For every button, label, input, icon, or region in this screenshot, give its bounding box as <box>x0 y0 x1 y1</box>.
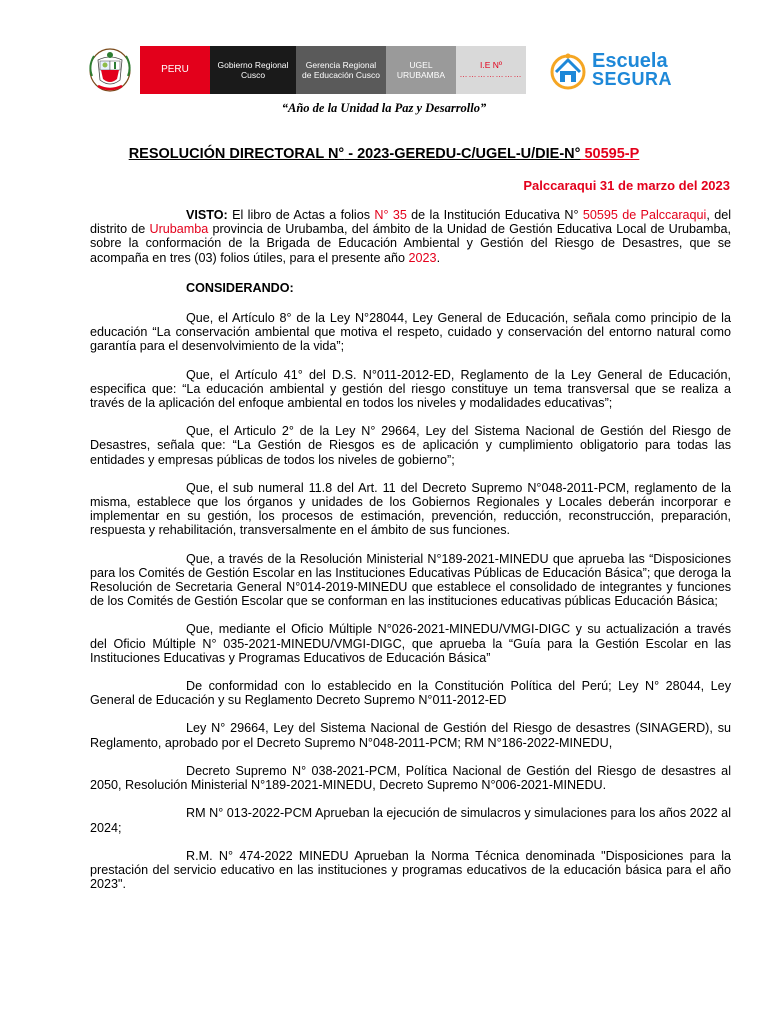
resolution-prefix: RESOLUCIÓN DIRECTORAL N° <box>128 146 345 162</box>
visto-school: 50595 de Palccaraqui <box>582 208 707 222</box>
visto-text-2: de la Institución Educativa N° <box>406 208 583 222</box>
paragraph-ds-038: Decreto Supremo N° 038-2021-PCM, Política Nacional de Gestión del Riesgo de desastres al 2050, Resolución Ministerial N°189-2021-MINEDU, Decreto Supremo N°006-2021-MINEDU. <box>90 763 731 793</box>
place-date: Palccaraqui 31 de marzo del 2023 <box>523 178 730 193</box>
document-body <box>90 208 731 891</box>
paragraph-conformidad: De conformidad con lo establecido en la Constitución Política del Perú; Ley N° 28044, Ley General de Educación y su Reglamento Decreto Supremo N°011-2012-ED <box>90 679 731 708</box>
school-shield-icon <box>546 50 590 90</box>
ie-dots: ………………… <box>459 70 523 79</box>
logo-segura-text: SEGURA <box>592 69 673 89</box>
visto-district: Urubamba <box>149 222 209 237</box>
resolution-middle: - 2023-GEREDU-C/UGEL-U/DIE-N° <box>344 146 581 162</box>
paragraph-ley-29664: Que, el Articulo 2° de la Ley N° 29664, Ley del Sistema Nacional de Gestión del Riesgo de Desastres, señala que: “La Gestión de Riesgos es de aplicación y cumplimiento obligatorio para todas las entidades y empresas públicas de todos los niveles de gobierno”; <box>90 424 731 467</box>
paragraph-sinagerd: Ley N° 29664, Ley del Sistema Nacional de Gestión del Riesgo de desastres (SINAGERD), su Reglamento, aprobado por el Decreto Supremo N°048-2011-PCM; RM N°186-2022-MINEDU, <box>90 721 731 750</box>
paragraph-rm-013: RM N° 013-2022-PCM Aprueban la ejecución de simulacros y simulaciones para los años 2022 al 2024; <box>90 806 731 835</box>
resolution-number: 50595-P <box>580 146 640 162</box>
paragraph-articulo-41: Que, el Artículo 41° del D.S. N°011-2012-ED, Reglamento de la Ley General de Educación, especifica que: “La educación ambiental y gestión del riesgo constituye un tema transversal que se realiza a través de la aplicación del enfoque ambiental en todos los niveles y modalidades educativas”; <box>90 367 731 411</box>
ie-number-box <box>456 46 526 94</box>
year-motto: “Año de la Unidad la Paz y Desarrollo” <box>281 101 487 115</box>
visto-text-3: , del distrito de <box>90 208 732 237</box>
paragraph-rm-189: Que, a través de la Resolución Ministerial N°189-2021-MINEDU que aprueba las “Disposiciones para los Comités de Gestión Escolar en las Instituciones Educativas Públicas de Educación Básica”; que deroga la Resolución de Secretaria General N°014-2019-MINEDU que establece el consolidado de integrantes y funciones de los Comités de Gestión Escolar que se conforman en las instituciones educativas públicas Educación Básica; <box>90 551 731 609</box>
considerando-heading: CONSIDERANDO: <box>186 280 294 295</box>
paragraph-rm-474: R.M. N° 474-2022 MINEDU Aprueban la Norma Técnica denominada "Disposiciones para la prestación del servicio educativo en las instituciones y programas educativos de la educación básica para el año 2023". <box>90 848 731 892</box>
gerencia-regional-label: Gerencia Regional de Educación Cusco <box>296 46 386 94</box>
visto-label: VISTO: <box>186 208 228 222</box>
gobierno-regional-label: Gobierno Regional Cusco <box>210 46 296 94</box>
paragraph-articulo-8: Que, el Artículo 8° de la Ley N°28044, Ley General de Educación, señala como principio de la educación “La conservación ambiental que motiva el respeto, cuidado y conservación del entorno natural como garantía para el desenvolvimiento de la vida”; <box>90 311 731 354</box>
ugel-label: UGEL URUBAMBA <box>386 46 456 94</box>
visto-folio: N° 35 <box>374 208 407 222</box>
paragraph-sub-numeral: Que, el sub numeral 11.8 del Art. 11 del Decreto Supremo N°048-2011-PCM, reglamento de la misma, establece que los órganos y unidades de los Gobiernos Regionales y Locales deberán incorporar e implementar en su gestión, los procesos de estimación, prevención, reducción, reconstrucción, preparación, respuesta y rehabilitación, transversalmente en el ámbito de sus funciones. <box>90 480 731 538</box>
visto-text-1: El libro de Actas a folios <box>227 208 375 222</box>
logo-escuela-text: Escuela <box>592 50 668 72</box>
paragraph-oficio-multiple: Que, mediante el Oficio Múltiple N°026-2021-MINEDU/VMGI-DIGC y su actualización a través del Oficio Múltiple N° 035-2021-MINEDU/VMGI-DIGC, que aprueba la “Guía para la Gestión Escolar en las Instituciones Educativas y Programas Educativos de Educación Básica” <box>90 622 731 665</box>
visto-text-5: . <box>436 250 441 265</box>
peru-coat-of-arms-icon <box>84 46 136 94</box>
header-banner <box>84 46 672 94</box>
ie-label: I.E Nº <box>480 60 502 70</box>
visto-year: 2023 <box>408 250 437 265</box>
visto-paragraph <box>90 208 731 265</box>
resolution-title <box>0 146 768 162</box>
escuela-segura-logo <box>546 46 672 94</box>
peru-label: PERU <box>140 46 210 94</box>
visto-text-4: provincia de Urubamba, del ámbito de la Unidad de Gestión Educativa Local de Urubamba, sobre la conformación de la Brigada de Educación Ambiental y Gestión del Riesgo de Desastres, que se acompaña en tres (03) folios útiles, para el presente año <box>90 222 731 265</box>
